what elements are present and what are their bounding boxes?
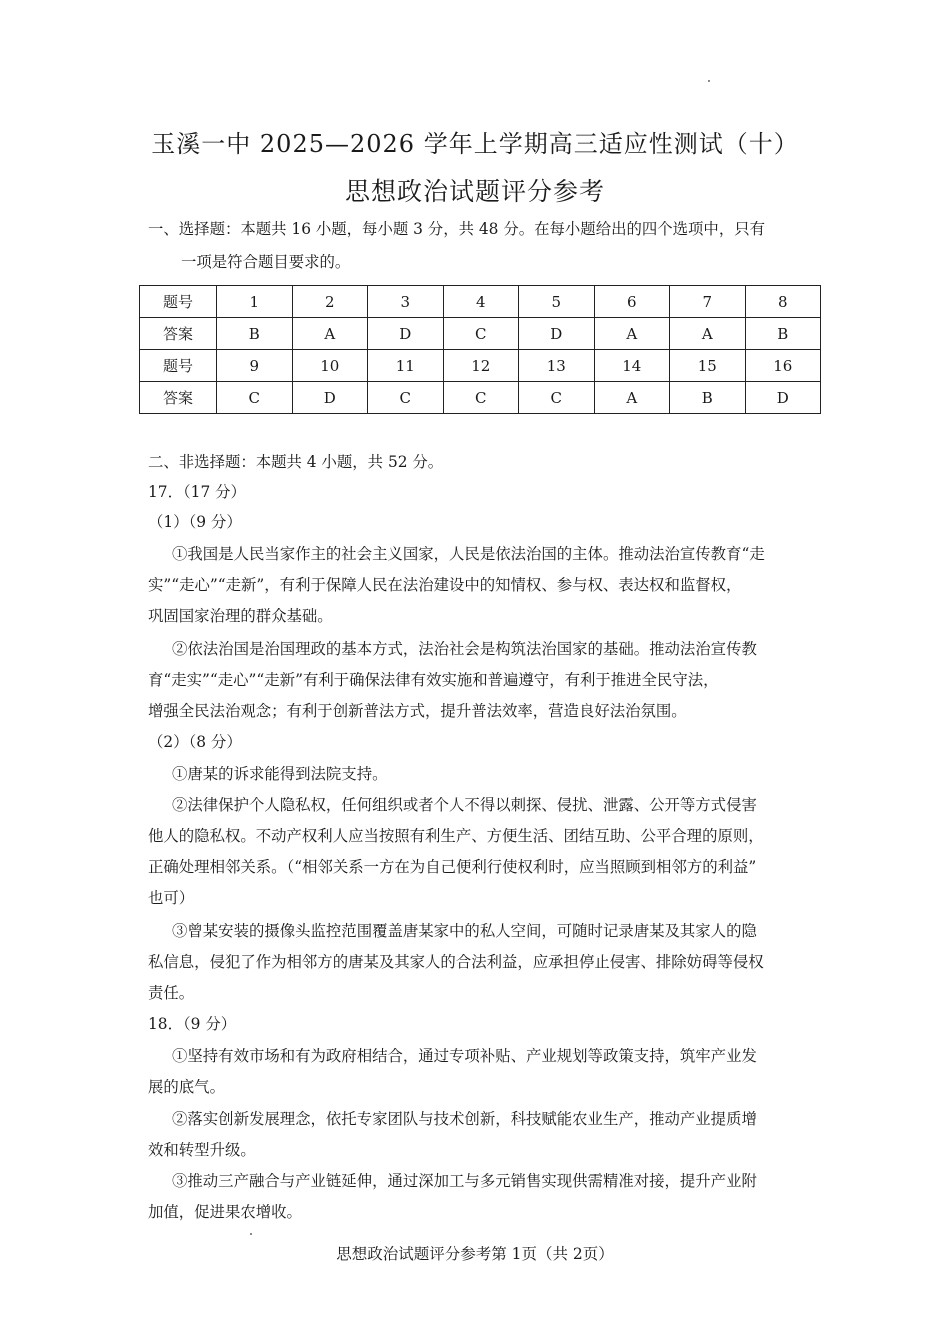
answer-paragraph: ③推动三产融合与产业链延伸，通过深加工与多元销售实现供需精准对接，提升产业附	[172, 1172, 757, 1190]
question-number: 10	[292, 350, 368, 382]
question-number: 16	[745, 350, 821, 382]
answer-cell: C	[217, 382, 293, 414]
table-row	[140, 318, 821, 350]
section1-intro: 一、选择题：本题共 16 小题，每小题 3 分，共 48 分。在每小题给出的四个选项中，只有	[148, 220, 765, 238]
answer-paragraph: ①我国是人民当家作主的社会主义国家，人民是依法治国的主体。推动法治宣传教育“走	[172, 545, 765, 563]
scan-speck	[250, 1233, 252, 1235]
answer-paragraph: 巩固国家治理的群众基础。	[148, 607, 333, 625]
section1-intro-cont: 一项是符合题目要求的。	[181, 253, 351, 271]
answer-cell: D	[519, 318, 595, 350]
document-subtitle: 思想政治试题评分参考	[344, 177, 605, 206]
answer-table	[139, 285, 821, 414]
answer-cell: B	[217, 318, 293, 350]
question-number: 6	[594, 286, 670, 318]
question-number: 13	[519, 350, 595, 382]
table-row	[140, 286, 821, 318]
page-footer: 思想政治试题评分参考第 1页（共 2页）	[336, 1245, 614, 1263]
answer-paragraph: ②法律保护个人隐私权，任何组织或者个人不得以刺探、侵扰、泄露、公开等方式侵害	[172, 796, 757, 814]
answer-paragraph: ①唐某的诉求能得到法院支持。	[172, 765, 388, 783]
answer-paragraph: 实”“走心”“走新”，有利于保障人民在法治建设中的知情权、参与权、表达权和监督权，	[148, 576, 742, 594]
answer-paragraph: 他人的隐私权。不动产权利人应当按照有利生产、方便生活、团结互助、公平合理的原则，	[148, 827, 764, 845]
answer-cell: C	[443, 318, 519, 350]
question-number: 4	[443, 286, 519, 318]
question-number: 3	[368, 286, 444, 318]
answer-cell: A	[594, 318, 670, 350]
row-label-question: 题号	[140, 350, 217, 382]
table-row	[140, 350, 821, 382]
answer-paragraph: ②落实创新发展理念，依托专家团队与技术创新，科技赋能农业生产，推动产业提质增	[172, 1110, 757, 1128]
answer-paragraph: 正确处理相邻关系。（“相邻关系一方在为自己便利行使权利时，应当照顾到相邻方的利益”	[148, 858, 757, 876]
answer-cell: C	[368, 382, 444, 414]
question-number: 11	[368, 350, 444, 382]
answer-cell: D	[745, 382, 821, 414]
answer-paragraph: ②依法治国是治国理政的基本方式，法治社会是构筑法治国家的基础。推动法治宣传教	[172, 640, 757, 658]
answer-paragraph: 效和转型升级。	[148, 1141, 256, 1159]
question-17-part2-heading: （2）（8 分）	[148, 733, 242, 751]
question-number: 9	[217, 350, 293, 382]
answer-paragraph: 责任。	[148, 984, 195, 1002]
row-label-answer: 答案	[140, 382, 217, 414]
question-number: 8	[745, 286, 821, 318]
question-17-heading: 17．（17 分）	[148, 483, 246, 501]
answer-paragraph: 增强全民法治观念；有利于创新普法方式，提升普法效率，营造良好法治氛围。	[148, 702, 687, 720]
section2-intro: 二、非选择题：本题共 4 小题，共 52 分。	[148, 453, 444, 471]
row-label-answer: 答案	[140, 318, 217, 350]
question-18-heading: 18．（9 分）	[148, 1015, 237, 1033]
question-number: 5	[519, 286, 595, 318]
answer-paragraph: ①坚持有效市场和有为政府相结合，通过专项补贴、产业规划等政策支持，筑牢产业发	[172, 1047, 757, 1065]
answer-paragraph: 育“走实”“走心”“走新”有利于确保法律有效实施和普遍遵守，有利于推进全民守法，	[148, 671, 719, 689]
answer-paragraph: 也可）	[148, 889, 195, 907]
answer-cell: B	[745, 318, 821, 350]
scan-speck	[708, 80, 710, 82]
question-number: 14	[594, 350, 670, 382]
question-number: 2	[292, 286, 368, 318]
question-number: 7	[670, 286, 746, 318]
question-17-part1-heading: （1）（9 分）	[148, 513, 242, 531]
answer-cell: A	[594, 382, 670, 414]
answer-cell: D	[292, 382, 368, 414]
answer-cell: D	[368, 318, 444, 350]
question-number: 15	[670, 350, 746, 382]
answer-cell: B	[670, 382, 746, 414]
answer-cell: A	[670, 318, 746, 350]
answer-cell: C	[443, 382, 519, 414]
row-label-question: 题号	[140, 286, 217, 318]
question-number: 1	[217, 286, 293, 318]
answer-paragraph: ③曾某安装的摄像头监控范围覆盖唐某家中的私人空间，可随时记录唐某及其家人的隐	[172, 922, 757, 940]
answer-paragraph: 加值，促进果农增收。	[148, 1203, 302, 1221]
answer-paragraph: 私信息，侵犯了作为相邻方的唐某及其家人的合法利益，应承担停止侵害、排除妨碍等侵权	[148, 953, 764, 971]
table-row	[140, 382, 821, 414]
answer-cell: A	[292, 318, 368, 350]
question-number: 12	[443, 350, 519, 382]
answer-cell: C	[519, 382, 595, 414]
document-title: 玉溪一中 2025—2026 学年上学期高三适应性测试（十）	[151, 130, 799, 158]
answer-paragraph: 展的底气。	[148, 1078, 225, 1096]
